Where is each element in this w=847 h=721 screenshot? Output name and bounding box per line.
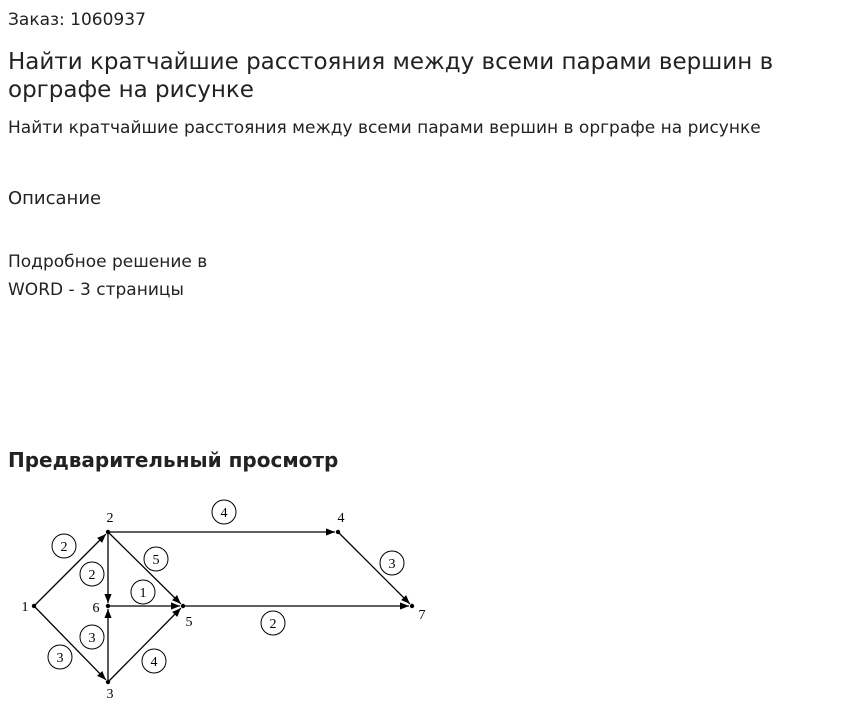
svg-text:6: 6 bbox=[92, 601, 100, 616]
graph-edge-3-5 bbox=[108, 608, 181, 682]
graph-vertex-3 bbox=[106, 680, 114, 702]
edge-weight-2-4 bbox=[212, 500, 236, 524]
svg-text:3: 3 bbox=[388, 557, 396, 572]
description-text bbox=[8, 248, 248, 304]
edge-weight-5-7 bbox=[261, 611, 285, 635]
edge-weight-3-6 bbox=[80, 625, 104, 649]
svg-text:1: 1 bbox=[139, 586, 147, 601]
svg-text:3: 3 bbox=[56, 651, 64, 666]
edge-weight-6-5 bbox=[131, 580, 155, 604]
svg-text:1: 1 bbox=[21, 600, 29, 615]
task-statement: Найти кратчайшие расстояния между всеми парами вершин в орграфе на рисунке bbox=[8, 118, 761, 138]
svg-text:4: 4 bbox=[150, 655, 158, 670]
edge-weight-4-7 bbox=[380, 551, 404, 575]
graph-vertex-2 bbox=[106, 511, 114, 534]
graph-vertex-4 bbox=[336, 511, 345, 534]
edge-weight-3-5 bbox=[142, 649, 166, 673]
description-line-2: WORD - 3 страницы bbox=[8, 280, 184, 300]
svg-text:2: 2 bbox=[106, 511, 114, 526]
edge-weight-1-2 bbox=[52, 534, 76, 558]
svg-text:5: 5 bbox=[185, 615, 193, 630]
order-number: Заказ: 1060937 bbox=[8, 10, 146, 30]
edge-weight-1-3 bbox=[48, 645, 72, 669]
preview-heading: Предварительный просмотр bbox=[8, 448, 339, 472]
svg-text:2: 2 bbox=[88, 568, 96, 583]
svg-text:3: 3 bbox=[106, 687, 114, 702]
svg-text:7: 7 bbox=[418, 608, 426, 623]
svg-text:4: 4 bbox=[337, 511, 345, 526]
graph-vertex-5 bbox=[181, 604, 193, 630]
svg-text:2: 2 bbox=[60, 540, 68, 555]
page-title: Найти кратчайшие расстояния между всеми парами вершин в орграфе на рисунке bbox=[8, 49, 774, 103]
description-heading: Описание bbox=[8, 188, 102, 209]
description-line-1: Подробное решение в bbox=[8, 252, 208, 272]
svg-text:4: 4 bbox=[220, 506, 228, 521]
graph-vertex-7 bbox=[410, 604, 426, 623]
graph-preview-image bbox=[0, 490, 460, 710]
svg-text:5: 5 bbox=[152, 553, 160, 568]
edge-weight-2-6 bbox=[80, 562, 104, 586]
graph-vertex-1 bbox=[22, 600, 37, 615]
svg-text:2: 2 bbox=[269, 617, 277, 632]
svg-text:3: 3 bbox=[88, 631, 96, 646]
edge-weight-2-5 bbox=[144, 547, 168, 571]
